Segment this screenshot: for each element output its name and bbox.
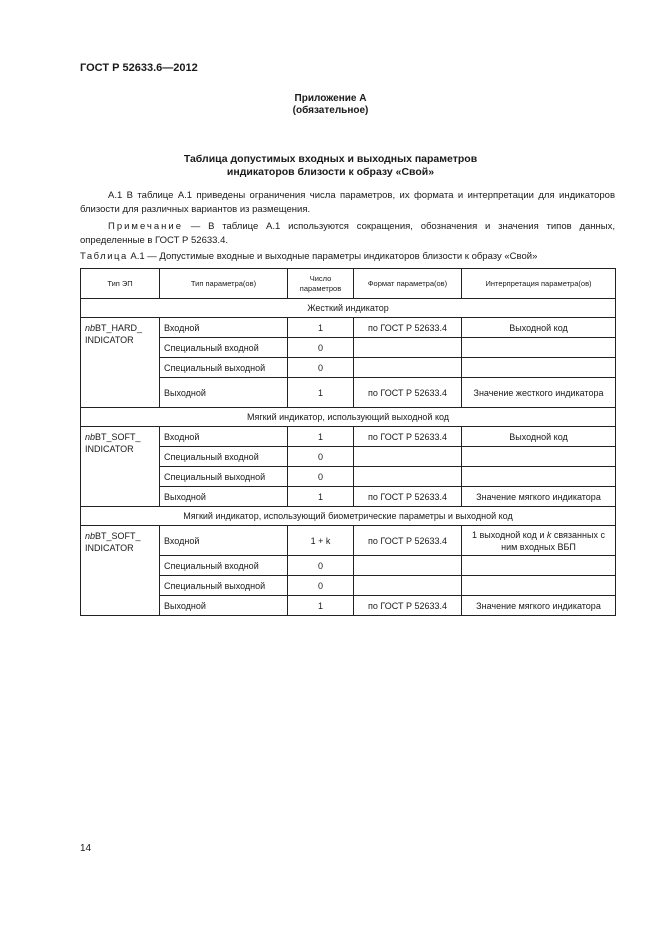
parameters-table <box>80 268 616 616</box>
param-interp-cell <box>462 467 616 487</box>
param-type-cell: Выходной <box>160 596 288 616</box>
group-title: Мягкий индикатор, использующий биометрические параметры и выходной код <box>81 507 616 526</box>
param-type-cell: Специальный выходной <box>160 576 288 596</box>
param-interp-cell: Значение жесткого индикатора <box>462 378 616 408</box>
param-format-cell: по ГОСТ Р 52633.4 <box>354 487 462 507</box>
param-interp-cell: 1 выходной код и k связанных с ним входных ВБП <box>462 526 616 556</box>
ep-type-prefix: nb <box>85 432 96 442</box>
param-format-cell: по ГОСТ Р 52633.4 <box>354 596 462 616</box>
param-format-cell <box>354 556 462 576</box>
param-type-cell: Специальный входной <box>160 556 288 576</box>
param-type-cell: Специальный входной <box>160 338 288 358</box>
table-row <box>81 576 616 596</box>
group-title: Мягкий индикатор, использующий выходной код <box>81 408 616 427</box>
param-type-cell: Специальный входной <box>160 447 288 467</box>
param-type-cell: Входной <box>160 318 288 338</box>
param-type-cell: Специальный выходной <box>160 467 288 487</box>
param-interp-cell: Значение мягкого индикатора <box>462 487 616 507</box>
param-format-cell <box>354 467 462 487</box>
param-count-cell: 0 <box>288 576 354 596</box>
param-interp-cell: Выходной код <box>462 427 616 447</box>
param-format-cell <box>354 358 462 378</box>
table-row <box>81 467 616 487</box>
group-title: Жесткий индикатор <box>81 299 616 318</box>
param-format-cell <box>354 447 462 467</box>
note-text: — В таблице А.1 используются сокращения, обозначения и значения типов данных, определенные в ГОСТ Р 52633.4. <box>80 221 615 246</box>
param-interp-cell <box>462 576 616 596</box>
ep-type-name: BT_SOFT_ INDICATOR <box>85 432 141 454</box>
ep-type-name: BT_HARD_ INDICATOR <box>85 323 143 345</box>
param-interp-cell <box>462 338 616 358</box>
param-format-cell: по ГОСТ Р 52633.4 <box>354 427 462 447</box>
annex-title: Приложение А <box>294 93 367 104</box>
table-caption <box>80 251 537 262</box>
ep-type-cell <box>81 526 160 616</box>
table-row <box>81 338 616 358</box>
param-format-cell: по ГОСТ Р 52633.4 <box>354 526 462 556</box>
column-header: Тип ЭП <box>81 269 160 299</box>
param-format-cell <box>354 576 462 596</box>
table-row <box>81 427 616 447</box>
note-label: Примечание <box>108 221 183 232</box>
param-count-cell: 0 <box>288 556 354 576</box>
param-format-cell <box>354 338 462 358</box>
section-heading-line-2: индикаторов близости к образу «Свой» <box>226 166 435 178</box>
param-format-cell: по ГОСТ Р 52633.4 <box>354 318 462 338</box>
param-interp-cell <box>462 447 616 467</box>
param-count-cell: 0 <box>288 467 354 487</box>
param-count-cell: 0 <box>288 358 354 378</box>
param-interp-cell: Значение мягкого индикатора <box>462 596 616 616</box>
param-interp-cell: Выходной код <box>462 318 616 338</box>
param-type-cell: Выходной <box>160 487 288 507</box>
table-caption-label: Таблица <box>80 251 128 262</box>
ep-type-cell <box>81 318 160 408</box>
table-row <box>81 318 616 338</box>
paragraph-a1: А.1 В таблице А.1 приведены ограничения числа параметров, их формата и интерпретации для индикаторов близости для различных вариантов из размещения. <box>80 190 615 215</box>
param-count-cell: 1 <box>288 378 354 408</box>
param-count-cell: 1 <box>288 427 354 447</box>
param-count-cell: 0 <box>288 447 354 467</box>
column-header: Число параметров <box>288 269 354 299</box>
column-header: Интерпретация параметра(ов) <box>462 269 616 299</box>
param-count-cell: 1 <box>288 318 354 338</box>
ep-type-prefix: nb <box>85 531 96 541</box>
param-count-cell: 0 <box>288 338 354 358</box>
table-row <box>81 447 616 467</box>
section-heading-line-1: Таблица допустимых входных и выходных параметров <box>183 153 478 165</box>
ep-type-name: BT_SOFT_ INDICATOR <box>85 531 141 553</box>
ep-type-cell <box>81 427 160 507</box>
table-caption-text: А.1 — Допустимые входные и выходные параметры индикаторов близости к образу «Свой» <box>127 251 538 262</box>
table-row <box>81 358 616 378</box>
table-row <box>81 556 616 576</box>
note-paragraph <box>80 220 615 248</box>
param-format-cell: по ГОСТ Р 52633.4 <box>354 378 462 408</box>
param-count-cell: 1 + k <box>288 526 354 556</box>
param-type-cell: Входной <box>160 526 288 556</box>
table-row <box>81 487 616 507</box>
document-header: ГОСТ Р 52633.6—2012 <box>80 62 198 74</box>
param-type-cell: Входной <box>160 427 288 447</box>
param-count-cell: 1 <box>288 487 354 507</box>
table-row <box>81 378 616 408</box>
column-header: Тип параметра(ов) <box>160 269 288 299</box>
ep-type-prefix: nb <box>85 323 96 333</box>
column-header: Формат параметра(ов) <box>354 269 462 299</box>
table-row <box>81 596 616 616</box>
page-number: 14 <box>80 843 92 854</box>
param-type-cell: Специальный выходной <box>160 358 288 378</box>
param-interp-cell <box>462 358 616 378</box>
table-row <box>81 526 616 556</box>
annex-status: (обязательное) <box>292 105 369 116</box>
param-count-cell: 1 <box>288 596 354 616</box>
param-type-cell: Выходной <box>160 378 288 408</box>
param-interp-cell <box>462 556 616 576</box>
table-header-row <box>81 269 616 299</box>
